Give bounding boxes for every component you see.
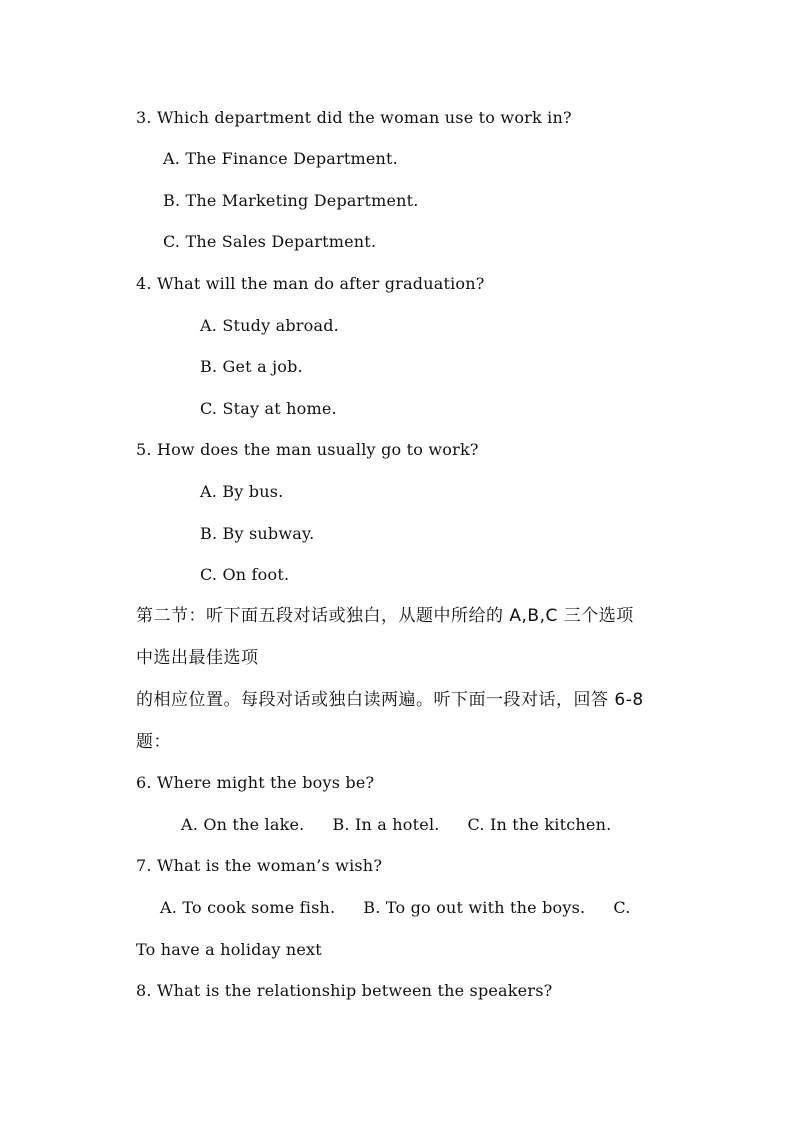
q5-option-b: B. By subway. bbox=[200, 524, 315, 543]
section2-instruction-line2: 中选出最佳选项 bbox=[136, 648, 259, 668]
q4-option-c: C. Stay at home. bbox=[200, 399, 337, 418]
q5-option-c: C. On foot. bbox=[200, 565, 290, 584]
q6-option-b: B. In a hotel. bbox=[332, 815, 440, 834]
question-6: 6. Where might the boys be? bbox=[136, 773, 375, 792]
section2-instruction-line4: 题： bbox=[136, 732, 171, 752]
q7-option-c-text: To have a holiday next bbox=[136, 940, 322, 959]
q4-option-a: A. Study abroad. bbox=[200, 316, 339, 335]
q7-option-a: A. To cook some fish. bbox=[160, 898, 336, 917]
q3-option-a: A. The Finance Department. bbox=[163, 149, 398, 168]
question-3: 3. Which department did the woman use to work in? bbox=[136, 108, 572, 127]
q5-option-a: A. By bus. bbox=[200, 482, 284, 501]
question-7: 7. What is the woman’s wish? bbox=[136, 856, 383, 875]
q6-options bbox=[181, 814, 611, 836]
question-5: 5. How does the man usually go to work? bbox=[136, 440, 479, 459]
q4-option-b: B. Get a job. bbox=[200, 357, 303, 376]
q7-option-c-letter: C. bbox=[613, 898, 631, 917]
question-8: 8. What is the relationship between the speakers? bbox=[136, 981, 553, 1000]
question-4: 4. What will the man do after graduation? bbox=[136, 274, 485, 293]
q7-options bbox=[160, 897, 631, 919]
q3-option-b: B. The Marketing Department. bbox=[163, 191, 419, 210]
q6-option-c: C. In the kitchen. bbox=[467, 815, 612, 834]
section2-instruction-line3: 的相应位置。每段对话或独白读两遍。听下面一段对话，回答 6-8 bbox=[136, 690, 644, 710]
section2-instruction-line1: 第二节：听下面五段对话或独白，从题中所给的 A,B,C 三个选项 bbox=[136, 606, 634, 626]
q6-option-a: A. On the lake. bbox=[181, 815, 305, 834]
q3-option-c: C. The Sales Department. bbox=[163, 232, 377, 251]
q7-option-b: B. To go out with the boys. bbox=[363, 898, 586, 917]
